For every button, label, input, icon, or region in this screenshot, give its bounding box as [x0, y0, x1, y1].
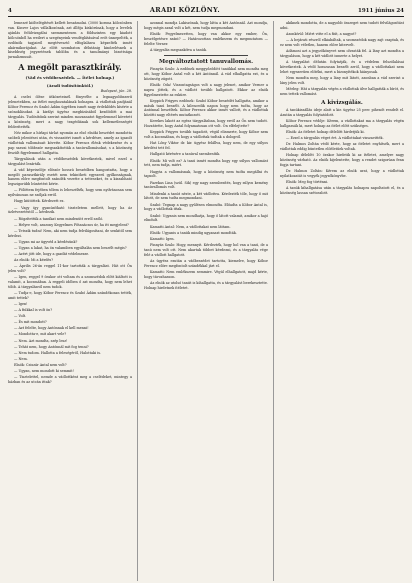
section-heading: Megváltoztatott tanuvallomás. [158, 58, 254, 65]
article-paragraph: Kamatti: Igen. [150, 236, 175, 241]
article-paragraph: Hagyta a vallomásnak, hogy a közönség nem tudta megállni és tapsolt. [144, 169, 268, 179]
article-paragraph: Hagy kiütöttek. Kérdezett ez. [14, 199, 65, 204]
article-paragraph: A vád képviselője először hosszú beszédben hangoztatta, hogy a megölt parasztkirály esetét nem tekintheti egyszerű gyilkosságnak, hanem előre megfontolt szándék vezette a tetteseket, és a kiszabható legszigorúbb büntetést kérte. [8, 167, 132, 187]
article-paragraph: Elnök: Oda! Viszontagságos volt a nagy jelenet, amikor Verner a napra jöttek, és a vádlott tovább hallgatott. Ekkor az elnök figyelmeztette az esküre. [144, 82, 268, 97]
article-paragraph: Néz mikor a hírlapi tárlat nyomán az első elnöki beszédet mondotta szóbeli jelentései után, és visszatért ismét a kérdésre, amely az igazolt vádlottak vallomásait követte. Kóbor Ferencz élénk védekezése és a pap szavai többször megszakították a tanúvallomásokat, s a közönség feszült figyelemmel hallgatta. [8, 130, 132, 155]
article-paragraph: A cselei ölése ütközeteinél. fönyvélte a legnagyobbszerű jelenetekben, az ítélet meghozatalának holnapra. A vádlottak padjánál Kóbor Ferencz és Szabó Ádám ügyében ismét nagy érdeklődés kísérte a szónoklásokat. A királyi ügyész megbízásából kezdődött a mai tárgyalás. Tudósítóink szerint minden mozzanatot figyelemmel követett a közönség, mert a nagy tragédiának sok kellemetlenségét felderítették. [8, 95, 132, 129]
article-paragraph: — Nem tudom. Hallotta a feleségéről, Halottaki is. [14, 350, 102, 355]
article-paragraph: — Ugyan mi az ügyvéd a kérdésünk? [14, 239, 78, 244]
masthead [8, 6, 404, 17]
article-paragraph: — Fölöttem fejében tőlem is lebeszélték, hogy sem nyilvánosan sem nyilvánosan ne szóljak erről. [8, 188, 132, 198]
article-paragraph: — És mit mondott? [14, 320, 47, 325]
article-paragraph: Elnök: Az ítéletet holnap délelőtt hirdetjük ki. [286, 129, 365, 134]
article-paragraph: Elnök: Ugyanis a tanúk mindig ugyanazt mondták. [150, 230, 237, 235]
article-headline: A megölt parasztkirály. [18, 62, 122, 73]
article-paragraph: — A fiúkkal is volt ön? [14, 308, 53, 313]
article-paragraph: Szabó: Tegnap a nagy gyűlésen elmondta. Előadta a Kóbor Antal is, hogy a vádlottak ittak. [144, 202, 268, 212]
article-paragraph: Mindenki a tanút nézte, a két vádlottra. Kérdezték tőle, hogy ő mit látott, de nem tudta megmondani. [144, 191, 268, 201]
article-paragraph: Elnök: Meg fog történni. [286, 179, 329, 184]
article-paragraph: Holnap délelőtt 10 órakor hirdetik ki az ítéletet, amelyre nagy közönség várható. Az elnök kijelentette, hogy a rendet szigorúan fenn fogja tartani. [280, 153, 404, 167]
article-paragraph: Az elnök: Mi a kérdés? [14, 257, 54, 262]
article-paragraph: Az ügyész ezután a vádbeszédet tartotta, kiemelve, hogy Kóbor Ferencz előre megfontolt szándékkal járt el. [144, 258, 268, 268]
article-paragraph: Keppich Frigyes tovább tagadott, végül elismerte, hogy Kóbor nem volt a kocsmában, és hogy a vádlottak tudtak a dologról. [144, 130, 268, 140]
article-dateline: Budapest, jún. 28. [100, 89, 132, 94]
article-paragraph: — Nem. Azt mondta, szép lesz! [14, 338, 68, 343]
article-subheadline: (Vád és védőbeszédek. — Ítélet holnap.) [25, 75, 115, 81]
article-paragraph: Kerekes lakott az egész tárgyalásban, hogy erről az Ön nem tudott. Hozzátette, hogy Antal folyamatosan ott volt. Ön elfelejtette? [144, 119, 268, 129]
article-paragraph: Azonkívül: Miért vitte el a fiút, a nagyot? [286, 32, 357, 36]
article-paragraph: Elnök: Fegyelmezetten, hogy van akkor egy ember, Ön, beszélgetésre szánt? — Határozottan emlékezem és megmutatom — felelte Verner. [144, 32, 268, 46]
article-paragraph: Tárgyalások után a védőbeszédek következtek, mivel ezzel a tárgyalást lezárták. [8, 156, 132, 166]
section-divider [164, 55, 248, 56]
article-paragraph: Kamatti Antal: Nem, a vádlottakat nem láttam. [150, 224, 231, 229]
article-paragraph: — Nem. [14, 356, 28, 361]
article-paragraph: akiknek mondotta, de a nagyobb összeget nem tudott felvilágosítást adni. [280, 21, 404, 30]
article-paragraph: — Igen! [14, 301, 28, 306]
article-paragraph: Hallgató kérésére a tanúval szembesítik. [150, 152, 221, 157]
article-paragraph: A tárgyalást délután folytatják, és a védelem felszólalásai következtek. A védő hosszasan beszélt arról, hogy a vádlottakat nem lehet egyszerűen elítélni, mert a bizonyítékok hiányosak. [280, 60, 404, 74]
article-paragraph: — Azért jött ide, hogy a gazdát védelmezze. [14, 251, 90, 256]
article-paragraph: Adámosi azt a jegyzőkönyvet nem olvasták fel. A lány azt mondta a tárgyaláson, hogy a két vádlott ismerte a helyet. [280, 49, 404, 58]
article-paragraph: lemezzé kiöltelégítését kellett beszámolni. (3000 korona kölcsönben van. Kinver Lajos vállalkozónak, azt állítja kiskórúnak, hogy a levelek ajánlás felülvizsgálni szemmentesen a földszinten egy kiadott kölcsönből ha weilert a szegényeink vendéglátásával erőt ünnepelték, a ezdőnök tagjairól megtévesztő elfoglalásra képzelték ismét akármikorájukat. Az előtt szombaton délutánig kinőzelésnek a kisebbség jegyzetének tablóba és a tanulmányi bizottsága jurnalizmusát. [8, 21, 132, 60]
article-paragraph: — Ugyan a lakat, ha ön valamiben egyáltalán nem beszélt mégis? [14, 245, 127, 250]
article-paragraph: — Tudja-e, hogy Kóbor Ferencz és Szabó Ádám szándékosan tették, amit tettek? [8, 290, 132, 300]
article-paragraph: Finnyás Szalo: Hogy, mennyit. Kérdezték, hogy hol van a tanú, de a tanú nem volt ott. Nem akartak többet kérdezni, és a tárgyalás vége felé a vádlott hallgatott. [144, 242, 268, 257]
article-paragraph: — Tehát nem, hogy Antónnál mit fog tenni? [14, 344, 89, 349]
article-paragraph: Dr. Halmos Zoltán védő kérte, hogy az ítéletet enyhítsék, mert a vádlottak eddig büntetlen előéletűek voltak. [280, 142, 404, 151]
article-paragraph: Elnök: Csiszár Antal nem volt? [14, 362, 67, 367]
article-paragraph: — Tetszik tudni! Nem, aki nem tudja felvilágosítani, de senkitől sem kérdezi. [8, 228, 132, 238]
article-columns [8, 21, 404, 581]
article-paragraph: — Helyre volt, asszony Kegyelmes Főtanácsos úr, ha itt megjelent? [14, 222, 129, 227]
article-paragraph: Finnyás Szalo: A ezdőnek meggyőződött tanúkkal nem mondta meg ott, hogy Kóbor Antal volt a két Antónnál. A vád elhallgatta ezt, és a közönség zúgott. [144, 66, 268, 81]
article-paragraph: — Ugyan, nem mondott ki semmit! [14, 369, 74, 373]
article-paragraph: — Volt. [14, 314, 27, 319]
issue-date: 1911 június 24 [358, 8, 404, 14]
article-paragraph: — Igen, reggel 9 órakor ott voltam és a szomszédok előtt kiáltott is valamit, a kocsmában. A reggeli időben ő azt mondta, hogy nem lehet több. A tárgyalásról nem tudok. [8, 275, 132, 289]
article-paragraph: Dr. Halmos Zoltán: Kérem az elnök urat, hogy a vádlottak nyilatkozatát is vegyék jegyzőkönyvbe. [280, 168, 404, 178]
article-paragraph: — Április 26-án reggel 11-kor tartották a tárgyalást. Hát ott Ön jelen volt? [8, 264, 132, 273]
article-paragraph: — Mondotta-e, mit akart vele? [14, 332, 67, 337]
article-paragraph: — Tisztelettel, nemde a vádlottként meg a cselédeket, mintegy a házban és az utcán ittak? [8, 375, 132, 384]
column-2 [144, 21, 274, 581]
column-1 [8, 21, 138, 581]
article-paragraph: Kóbor Ferencz védője: Kérem, a vádlottakat ma a tárgyalás végén hallgassák ki, mert holnap az ítélet előtt szükséges. [280, 118, 404, 128]
article-paragraph: Mérleg: Hát a tárgyalás végén a vádlottak ülve hallgatták a bírót, és nem tettek vallomást. [280, 87, 404, 96]
article-paragraph: A tárgyalás megszakítva a tanúk. [150, 47, 208, 52]
column-3 [280, 21, 404, 581]
article-paragraph: — Vagy így gyanúsítható tiszteletem mellett, hogy ha áz üzletvezetéstől — kérdezik. [8, 205, 132, 215]
article-paragraph: — Ezzel a tárgyalás véget ért. A vádlottakat visszavitték. [286, 135, 384, 140]
article-paragraph: — A bejárati részről elkiabáltak, a szomszédok nagy zajt csaptak, és ez nem volt véletlen, hanem előre kitervelt. [280, 38, 404, 47]
section-heading: A kivizsgálás. [321, 99, 363, 106]
article-paragraph: Nem mondta meg, hogy a lány mit látott, azonban a vád szerint a lány jelen volt. [280, 76, 404, 85]
article-paragraph: Keppich Frigyes ezdőnek: Szabó Kóbor beszédét hallgatta, amikor a másik tanú beszélt. A kilencedik napon hogy nem tudta, hogy az Antónnal beszéltek. Kóbor Ferencz akkor ismét vallott, és a vádlottak közötti nagy eltérés mutatkozott. [144, 98, 268, 118]
article-paragraph: azonnal mondja Lakiszónak, hogy látta a két Antónnál. Azt mondja, hogy mégis azzal volt a két, nem tudja megmondani. [144, 21, 268, 30]
article-paragraph: Kamatti: Nem emlékszem semmire. Végül elhallgatott, majd kérte, hogy távozhasson. [144, 269, 268, 279]
article-paragraph: Elnök: Mi volt ez? A tanú ismét mondta hogy egy súlyos vallomást tett, nem tudja, miért. [144, 158, 268, 168]
article-paragraph: Fazekas Lina (szül. Sik) egy nagy szembesítés, hogy súlyos kemény tanúvallomás volt. [144, 180, 268, 190]
article-paragraph: — Azt felelte, hogy Antónnak el kell menni! [14, 326, 89, 331]
article-paragraph: Az elnök az utolsó tanút is kihallgatta, és a tárgyalást berekesztette. Holnap hirdetnek ítéletet. [144, 280, 268, 290]
page-number: 4 [8, 8, 12, 14]
article-paragraph: Hat Lőny Viktor dr. kir. ügyész felállva, hogy nem, de egy súlyos kérdést tett fel. [144, 141, 268, 151]
article-paragraph: A tanúkiszállás ideje alatt a kir. ügyész 25 perc pihenőt rendelt el. Azután a tárgyalás folytatódott. [280, 107, 404, 117]
article-byline: (Aradi tudósítónktól.) [46, 83, 94, 89]
paper-title: ARADI KÖZLÖNY. [149, 6, 220, 14]
article-paragraph: A tanúk kihallgatása után a tárgyalás holnapra napoltatott el, és a közönség lassan szétoszlott. [280, 186, 404, 195]
article-paragraph: Szabó: Ugyanis nem mondhatja, hogy ő látott valamit, amikor a hajó elindult. [144, 213, 268, 223]
article-paragraph: — Rögzítettük a tanúkat nem mindenütt erről szóló. [14, 216, 104, 221]
